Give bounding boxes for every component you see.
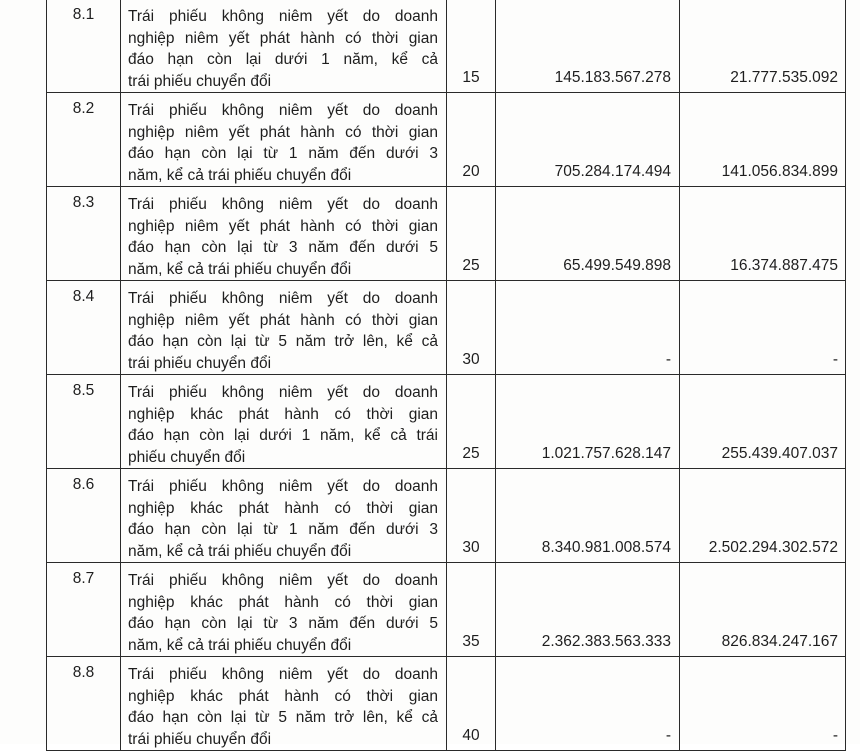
description-line: đáo hạn còn lại từ 5 năm trở lên, kể cả [128,333,438,350]
bond-risk-table [46,0,846,751]
risk-position-value: - [496,657,680,751]
description-line: nghiệp khác phát hành có thời gian [128,405,438,423]
description-line: Trái phiếu không niêm yết do doanh [128,572,438,589]
description-line: nghiệp khác phát hành có thời gian [128,687,438,705]
description-line: đáo hạn còn lại từ 1 năm đến dưới 3 [128,145,438,162]
description-line: Trái phiếu không niêm yết do doanh [128,384,438,401]
risk-value: 141.056.834.899 [680,93,846,187]
description-line: Trái phiếu không niêm yết do doanh [128,196,438,213]
table-row [47,657,846,751]
row-number: 8.7 [47,563,121,657]
risk-value: 2.502.294.302.572 [680,469,846,563]
description-line: nghiệp niêm yết phát hành có thời gian [128,123,438,141]
risk-value: 21.777.535.092 [680,0,846,93]
risk-position-value: 705.284.174.494 [496,93,680,187]
risk-value: 255.439.407.037 [680,375,846,469]
risk-value: 826.834.247.167 [680,563,846,657]
table-row [47,281,846,375]
risk-position-value: 145.183.567.278 [496,0,680,93]
description-line: đáo hạn còn lại từ 1 năm đến dưới 3 [128,521,438,538]
description-line: Trái phiếu không niêm yết do doanh [128,8,438,25]
description-line: Trái phiếu không niêm yết do doanh [128,290,438,307]
row-description [121,187,447,281]
risk-position-value: 65.499.549.898 [496,187,680,281]
row-description [121,0,447,93]
row-description [121,93,447,187]
risk-coefficient: 20 [447,93,496,187]
risk-coefficient: 25 [447,187,496,281]
description-line: nghiệp niêm yết phát hành có thời gian [128,311,438,329]
description-line: Trái phiếu không niêm yết do doanh [128,478,438,495]
description-line: đáo hạn còn lại từ 3 năm đến dưới 5 [128,615,438,632]
row-number: 8.5 [47,375,121,469]
table-row [47,93,846,187]
description-line: nghiệp khác phát hành có thời gian [128,499,438,517]
description-line: năm, kể cả trái phiếu chuyển đổi [128,260,352,278]
risk-position-value: 2.362.383.563.333 [496,563,680,657]
row-number: 8.6 [47,469,121,563]
description-line: trái phiếu chuyển đổi [128,72,272,90]
row-description [121,375,447,469]
description-line: đáo hạn còn lại dưới 1 năm, kể cả [128,51,438,68]
risk-value: - [680,281,846,375]
table-row [47,563,846,657]
table-row [47,187,846,281]
row-number: 8.1 [47,0,121,93]
description-line: nghiệp khác phát hành có thời gian [128,593,438,611]
table-row [47,469,846,563]
description-line: đáo hạn còn lại dưới 1 năm, kể cả trái [128,427,438,444]
description-line: đáo hạn còn lại từ 3 năm đến dưới 5 [128,239,438,256]
row-description [121,281,447,375]
description-line: nghiệp niêm yết phát hành có thời gian [128,29,438,47]
risk-coefficient: 25 [447,375,496,469]
description-line: trái phiếu chuyển đổi [128,730,272,748]
risk-coefficient: 30 [447,281,496,375]
row-number: 8.2 [47,93,121,187]
description-line: Trái phiếu không niêm yết do doanh [128,102,438,119]
risk-coefficient: 35 [447,563,496,657]
risk-position-value: 8.340.981.008.574 [496,469,680,563]
description-line: phiếu chuyển đổi [128,448,246,466]
row-number: 8.3 [47,187,121,281]
table-row [47,0,846,93]
description-line: năm, kể cả trái phiếu chuyển đổi [128,166,352,184]
row-description [121,563,447,657]
description-line: năm, kể cả trái phiếu chuyển đổi [128,542,352,560]
table-body [47,0,846,751]
description-line: năm, kể cả trái phiếu chuyển đổi [128,636,352,654]
description-line: trái phiếu chuyển đổi [128,354,272,372]
risk-position-value: - [496,281,680,375]
row-description [121,469,447,563]
row-description [121,657,447,751]
description-line: nghiệp niêm yết phát hành có thời gian [128,217,438,235]
risk-value: 16.374.887.475 [680,187,846,281]
description-line: đáo hạn còn lại từ 5 năm trở lên, kể cả [128,709,438,726]
risk-value: - [680,657,846,751]
description-line: Trái phiếu không niêm yết do doanh [128,666,438,683]
table-row [47,375,846,469]
risk-position-value: 1.021.757.628.147 [496,375,680,469]
risk-coefficient: 30 [447,469,496,563]
row-number: 8.8 [47,657,121,751]
risk-coefficient: 40 [447,657,496,751]
risk-coefficient: 15 [447,0,496,93]
row-number: 8.4 [47,281,121,375]
